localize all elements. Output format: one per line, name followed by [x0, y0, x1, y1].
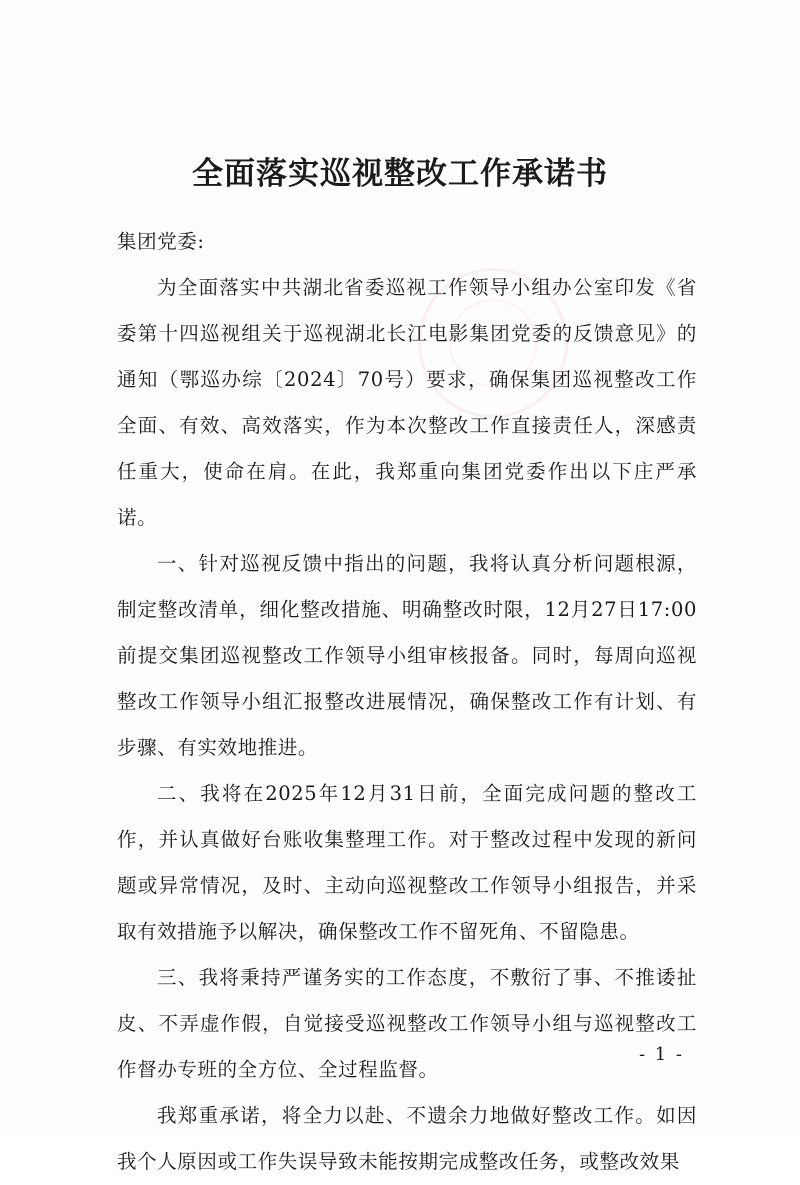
paragraph-commitment-1: 一、针对巡视反馈中指出的问题，我将认真分析问题根源，制定整改清单，细化整改措施、明确整改时限，12月27日17:00前提交集团巡视整改工作领导小组审核报备。同时，每周向巡视整改工作领导小组汇报整改进展情况，确保整改工作有计划、有步骤、有实效地推进。	[117, 552, 697, 759]
page-number: - 1 -	[638, 1044, 684, 1065]
paragraph-commitment-3: 三、我将秉持严谨务实的工作态度，不敷衍了事、不推诿扯皮、不弄虚作假，自觉接受巡视整改工作领导小组与巡视整改工作督办专班的全方位、全过程监督。	[117, 966, 697, 1081]
document-body	[117, 219, 697, 1185]
document-title: 全面落实巡视整改工作承诺书	[192, 156, 608, 192]
paragraph-pledge: 我郑重承诺，将全力以赴、不遗余力地做好整改工作。如因我个人原因或工作失误导致未能按期完成整改任务，或整改效果	[117, 1104, 697, 1173]
salutation: 集团党委:	[117, 230, 205, 253]
paragraph-commitment-2: 二、我将在2025年12月31日前，全面完成问题的整改工作，并认真做好台账收集整理工作。对于整改过程中发现的新问题或异常情况，及时、主动向巡视整改工作领导小组报告，并采取有效措施予以解决，确保整改工作不留死角、不留隐患。	[117, 782, 697, 943]
paragraph-intro: 为全面落实中共湖北省委巡视工作领导小组办公室印发《省委第十四巡视组关于巡视湖北长江电影集团党委的反馈意见》的通知（鄂巡办综〔2024〕70号）要求，确保集团巡视整改工作全面、有效、高效落实，作为本次整改工作直接责任人，深感责任重大，使命在肩。在此，我郑重向集团党委作出以下庄严承诺。	[117, 276, 697, 529]
